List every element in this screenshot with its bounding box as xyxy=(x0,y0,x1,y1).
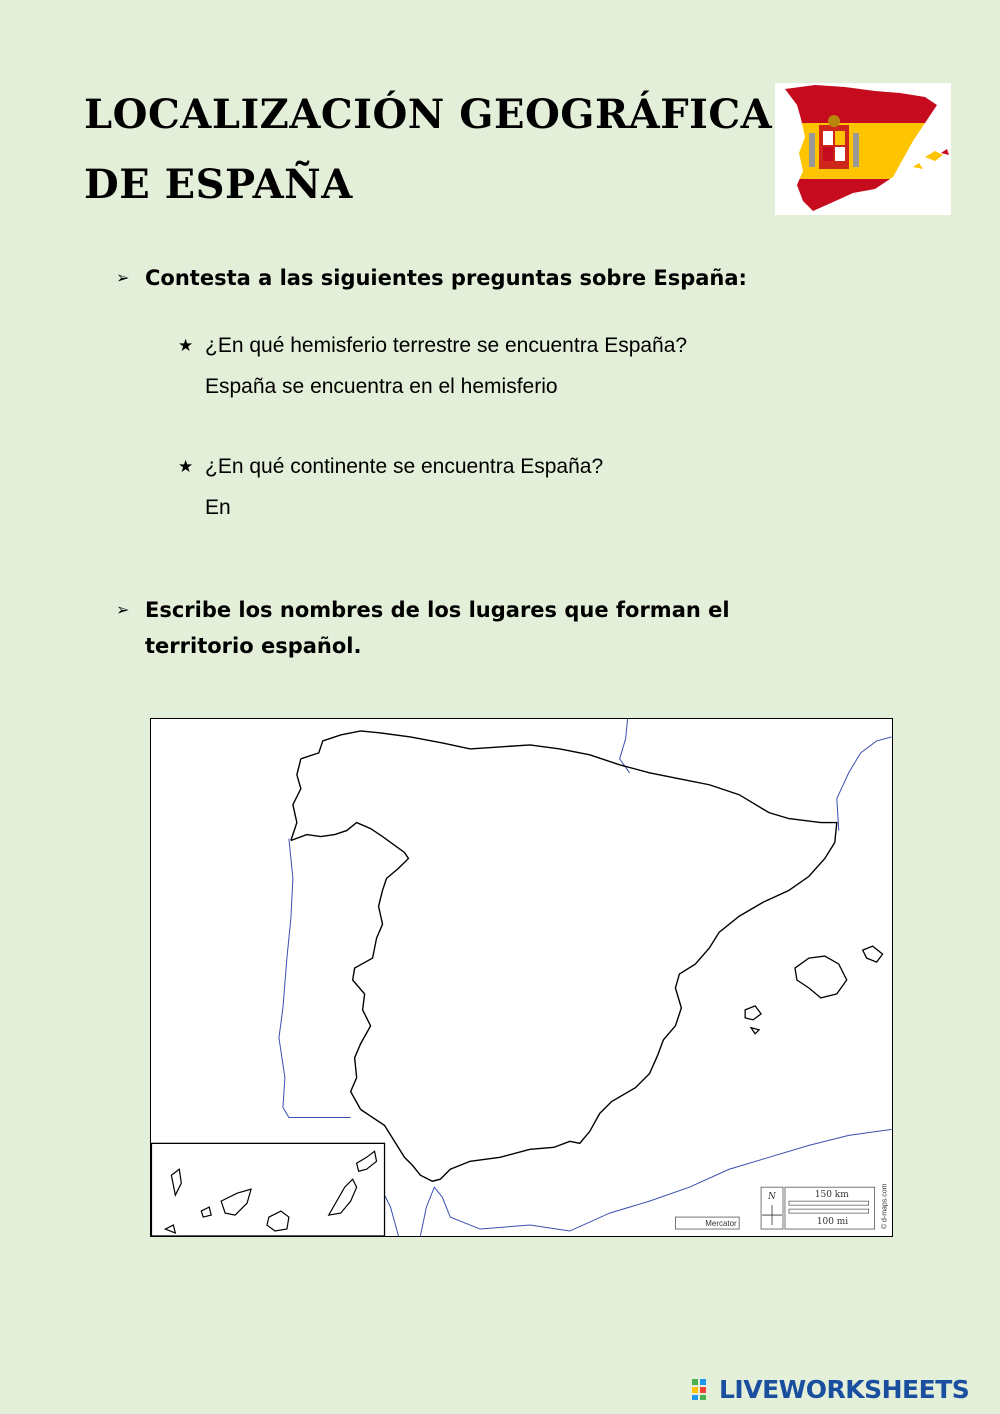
question-text: ¿En qué hemisferio terrestre se encuentra España? xyxy=(205,334,688,357)
france-border xyxy=(837,737,892,831)
question-text: ¿En qué continente se encuentra España? xyxy=(205,455,604,478)
page-title xyxy=(84,80,784,220)
star-bullet-icon: ★ xyxy=(178,457,194,476)
arrow-bullet-icon: ➢ xyxy=(116,268,130,287)
brand-name: LIVEWORKSHEETS xyxy=(719,1374,970,1404)
star-bullet-icon: ★ xyxy=(178,336,194,355)
north-label: N xyxy=(768,1192,776,1203)
map-credit: © d-maps.com xyxy=(881,1183,889,1230)
scale-bar-km xyxy=(789,1201,869,1205)
mallorca-island xyxy=(795,956,847,998)
blank-map-spain[interactable] xyxy=(150,718,893,1237)
scale-mi-label: 100 mi xyxy=(816,1217,849,1228)
answer-text[interactable]: En xyxy=(205,496,231,519)
scale-km-label: 150 km xyxy=(814,1190,849,1201)
title-line-1: LOCALIZACIÓN GEOGRÁFICA xyxy=(84,91,773,138)
spain-flag-map-icon xyxy=(775,83,951,215)
instruction-text: Contesta a las siguientes preguntas sobre España: xyxy=(145,266,747,290)
arrow-bullet-icon: ➢ xyxy=(116,600,130,619)
liveworksheets-logo[interactable] xyxy=(690,1373,969,1405)
scale-bar-mi xyxy=(789,1209,869,1213)
projection-label: Mercator xyxy=(705,1219,737,1229)
formentera-island xyxy=(751,1028,759,1034)
liveworksheets-mark-icon xyxy=(690,1376,716,1402)
title-line-2: DE ESPAÑA xyxy=(84,161,353,208)
instruction-text: Escribe los nombres de los lugares que forman el territorio español. xyxy=(145,598,730,658)
menorca-island xyxy=(863,946,883,962)
ibiza-island xyxy=(745,1006,761,1020)
portugal-border xyxy=(291,823,409,1110)
portugal-coast xyxy=(279,839,351,1118)
answer-text[interactable]: España se encuentra en el hemisferio xyxy=(205,375,558,398)
